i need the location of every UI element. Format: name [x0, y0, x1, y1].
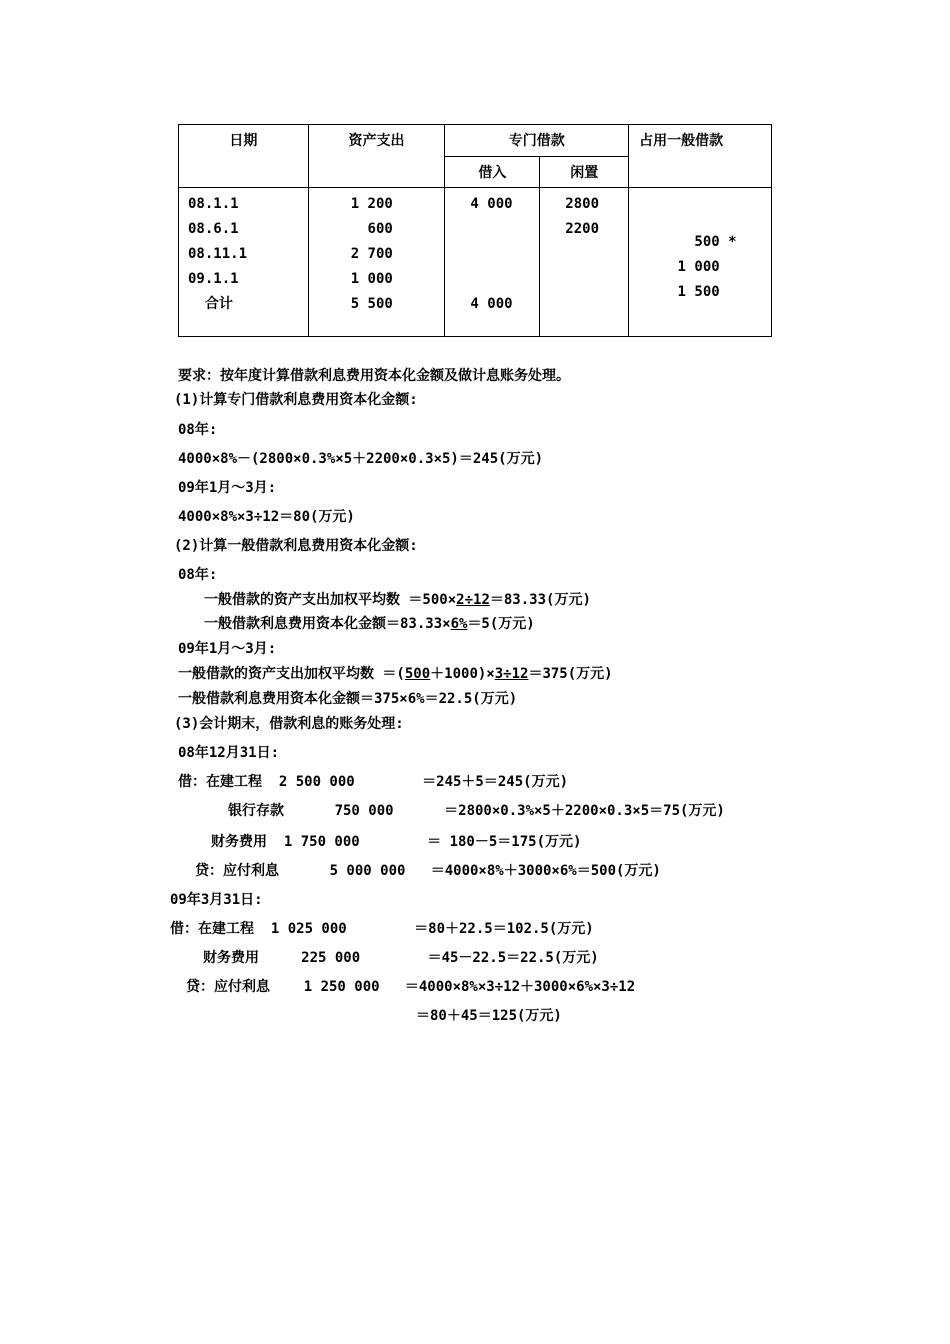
- borrow-total: 4 000: [470, 296, 513, 312]
- date-label: 09年3月31日:: [170, 892, 263, 908]
- journal-entry: 财务费用 1 750 000 ＝ 180－5＝175(万元): [211, 834, 582, 850]
- general-cell: 500 *: [669, 234, 737, 250]
- journal-entry: 财务费用 225 000 ＝45－22.5＝22.5(万元): [203, 950, 599, 966]
- section-1-title: (1)计算专门借款利息费用资本化金额:: [174, 392, 418, 408]
- general-capitalized-08: 一般借款利息费用资本化金额＝83.33×6%＝5(万元): [204, 616, 535, 632]
- date-label: 08年12月31日:: [178, 745, 280, 761]
- header-general-loan: 占用一般借款: [629, 125, 772, 188]
- idle-cell: 2800: [565, 196, 599, 212]
- date-cell: 08.6.1: [188, 221, 239, 237]
- formula-special-09: 4000×8%×3÷12＝80(万元): [178, 509, 355, 525]
- header-borrow: 借入: [445, 157, 540, 188]
- journal-entry: ＝80＋45＝125(万元): [416, 1008, 562, 1024]
- borrow-cell: [470, 242, 539, 267]
- header-idle: 闲置: [540, 157, 629, 188]
- date-cell: 08.11.1: [188, 246, 248, 262]
- asset-cell: 2 700: [350, 246, 393, 262]
- general-cell: 1 500: [669, 284, 720, 300]
- idle-cell: 2200: [565, 221, 599, 237]
- borrow-column: [445, 188, 540, 337]
- year-08-label: 08年:: [178, 422, 218, 438]
- journal-entry: 借：在建工程 1 025 000 ＝80＋22.5＝102.5(万元): [170, 921, 594, 937]
- journal-entry: 贷：应付利息 1 250 000 ＝4000×8%×3÷12＋3000×6%×3÷12: [186, 979, 636, 995]
- date-cell: 09.1.1: [188, 271, 239, 287]
- borrow-cell: [470, 267, 539, 292]
- idle-column: [540, 188, 629, 337]
- general-cell: 1 000: [669, 259, 720, 275]
- asset-total: 5 500: [350, 296, 393, 312]
- total-label: 合计: [188, 296, 233, 312]
- journal-entry: 借：在建工程 2 500 000 ＝245＋5＝245(万元): [178, 774, 569, 790]
- year-08-label: 08年:: [178, 567, 218, 583]
- borrow-cell: 4 000: [470, 196, 513, 212]
- header-date: 日期: [179, 125, 309, 188]
- formula-special-08: 4000×8%－(2800×0.3%×5＋2200×0.3×5)＝245(万元): [178, 451, 544, 467]
- asset-cell: 1 200: [350, 196, 393, 212]
- general-column: [629, 188, 772, 337]
- general-capitalized-09: 一般借款利息费用资本化金额＝375×6%＝22.5(万元): [178, 691, 518, 707]
- section-3-title: (3)会计期末，借款利息的账务处理:: [174, 716, 404, 732]
- year-09-label: 09年1月～3月:: [178, 480, 277, 496]
- asset-cell: 1 000: [350, 271, 393, 287]
- general-weighted-avg-08: 一般借款的资产支出加权平均数 ＝500×2÷12＝83.33(万元): [204, 592, 591, 608]
- year-09-label: 09年1月～3月:: [178, 641, 277, 657]
- journal-entry: 贷：应付利息 5 000 000 ＝4000×8%＋3000×6%＝500(万元): [195, 863, 661, 879]
- asset-column: [308, 188, 445, 337]
- section-2-title: (2)计算一般借款利息费用资本化金额:: [174, 538, 418, 554]
- borrow-cell: [470, 217, 539, 242]
- general-weighted-avg-09: 一般借款的资产支出加权平均数 ＝(500＋1000)×3÷12＝375(万元): [178, 666, 613, 682]
- date-cell: 08.1.1: [188, 196, 239, 212]
- journal-entry: 银行存款 750 000 ＝2800×0.3%×5＋2200×0.3×5＝75(万元): [228, 803, 725, 819]
- header-asset: 资产支出: [308, 125, 445, 188]
- borrowing-table: [178, 124, 772, 337]
- date-column: [179, 188, 309, 337]
- asset-cell: 600: [350, 221, 393, 237]
- requirement: 要求：按年度计算借款利息费用资本化金额及做计息账务处理。: [178, 368, 570, 384]
- header-special-loan: 专门借款: [445, 125, 629, 157]
